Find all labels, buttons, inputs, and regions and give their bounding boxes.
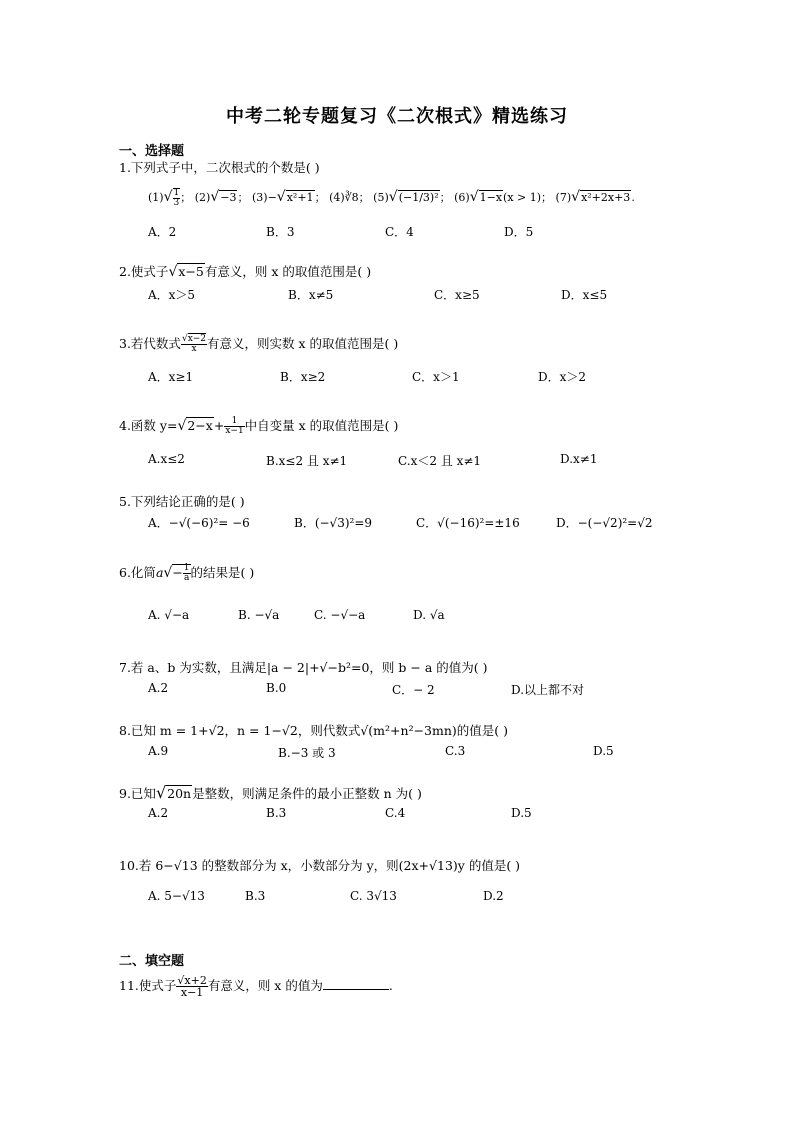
q9-option-c: C.4 — [385, 806, 406, 820]
q2-option-a: A．x＞5 — [148, 288, 196, 302]
q4-option-b: B.x≤2 且 x≠1 — [266, 454, 348, 468]
question-10-stem: 10.若 6−√13 的整数部分为 x，小数部分为 y，则(2x+√13)y 的值是( ) — [119, 858, 521, 873]
q9-option-d: D.5 — [511, 806, 532, 820]
question-1-stem: 1.下列式子中，二次根式的个数是( ) — [119, 160, 320, 175]
q1-option-b: B．3 — [266, 225, 295, 239]
q5-option-d: D．−(−√2)²=√2 — [556, 516, 653, 530]
q10-option-b: B.3 — [245, 889, 266, 903]
q5-option-b: B．(−√3)²=9 — [294, 516, 373, 530]
q10-option-a: A. 5−√13 — [148, 889, 205, 903]
q2-option-c: C．x≥5 — [434, 288, 480, 302]
question-6-stem: 6.化简a√− $\frac{1}{a}$ 的结果是( ) — [119, 563, 255, 583]
q1-item-3: (3)−√x²+1； — [251, 189, 326, 205]
q3-option-d: D．x＞2 — [538, 370, 587, 384]
q2-option-b: B．x≠5 — [288, 288, 334, 302]
q6-option-b: B. −√a — [238, 608, 280, 622]
q6-option-c: C. −√−a — [314, 608, 366, 622]
question-4-stem: 4.函数 y=√2−x+ $\frac{1}{x-1}$ 中自变量 x 的取值范围是( ) — [119, 416, 399, 436]
question-5-stem: 5.下列结论正确的是( ) — [119, 494, 245, 509]
q7-option-d: D.以上都不对 — [511, 683, 585, 697]
q8-option-b: B.−3 或 3 — [278, 746, 336, 760]
q7-option-c: C．− 2 — [392, 683, 435, 697]
q1-item-7: (7)√x²+2x+3. — [555, 189, 635, 205]
q1-option-c: C．4 — [385, 225, 414, 239]
q1-item-4: (4)∛8； — [329, 191, 370, 204]
q1-item-2: (2)√−3； — [194, 189, 249, 205]
q3-option-c: C．x＞1 — [412, 370, 460, 384]
q4-option-c: C.x＜2 且 x≠1 — [398, 454, 482, 468]
q1-option-d: D．5 — [504, 225, 534, 239]
q1-item-1: (1)√ $\frac{1}{3}$ ； — [148, 188, 192, 208]
q5-option-c: C．√(−16)²=±16 — [416, 516, 520, 530]
q8-option-d: D.5 — [593, 744, 614, 758]
q6-option-a: A. √−a — [148, 608, 190, 622]
section-fill-heading: 二、填空题 — [119, 954, 185, 969]
q1-option-a: A．2 — [148, 225, 177, 239]
section-choice-heading: 一、选择题 — [119, 144, 185, 159]
question-2-stem: 2.使式子√x−5有意义，则 x 的取值范围是( ) — [119, 264, 372, 280]
q3-option-b: B．x≥2 — [280, 370, 326, 384]
q7-option-a: A.2 — [148, 681, 169, 695]
q9-option-a: A.2 — [148, 806, 169, 820]
q8-option-c: C.3 — [445, 744, 466, 758]
q8-option-a: A.9 — [148, 744, 169, 758]
question-3-stem: 3.若代数式 $\frac{√x-2}{x}$ 有意义，则实数 x 的取值范围是( ) — [119, 334, 399, 354]
q1-item-5: (5)√(−1/3)²； — [373, 189, 451, 205]
q3-option-a: A．x≥1 — [148, 370, 194, 384]
question-11-stem: 11.使式子 $\frac{√x+2}{x-1}$ 有意义，则 x 的值为 . — [119, 974, 393, 999]
q6-option-d: D. √a — [413, 608, 445, 622]
page-title: 中考二轮专题复习《二次根式》精选练习 — [226, 106, 568, 127]
q7-option-b: B.0 — [266, 681, 287, 695]
question-7-stem: 7.若 a、b 为实数，且满足|a − 2|+√−b²=0，则 b − a 的值为( ) — [119, 660, 488, 675]
question-8-stem: 8.已知 m = 1+√2，n = 1−√2，则代数式√(m²+n²−3mn)的值是( ) — [119, 723, 509, 738]
answer-blank[interactable] — [323, 977, 389, 990]
q10-option-c: C. 3√13 — [350, 889, 397, 903]
q9-option-b: B.3 — [266, 806, 287, 820]
q5-option-a: A．−√(−6)²= −6 — [148, 516, 250, 530]
q10-option-d: D.2 — [483, 889, 504, 903]
question-9-stem: 9.已知√20n是整数，则满足条件的最小正整数 n 为( ) — [119, 783, 422, 802]
q4-option-d: D.x≠1 — [560, 452, 598, 466]
q1-item-6: (6)√1−x(x > 1)； — [454, 189, 553, 205]
q2-option-d: D．x≤5 — [561, 288, 608, 302]
question-1-items — [148, 188, 635, 208]
q4-option-a: A.x≤2 — [148, 452, 185, 466]
